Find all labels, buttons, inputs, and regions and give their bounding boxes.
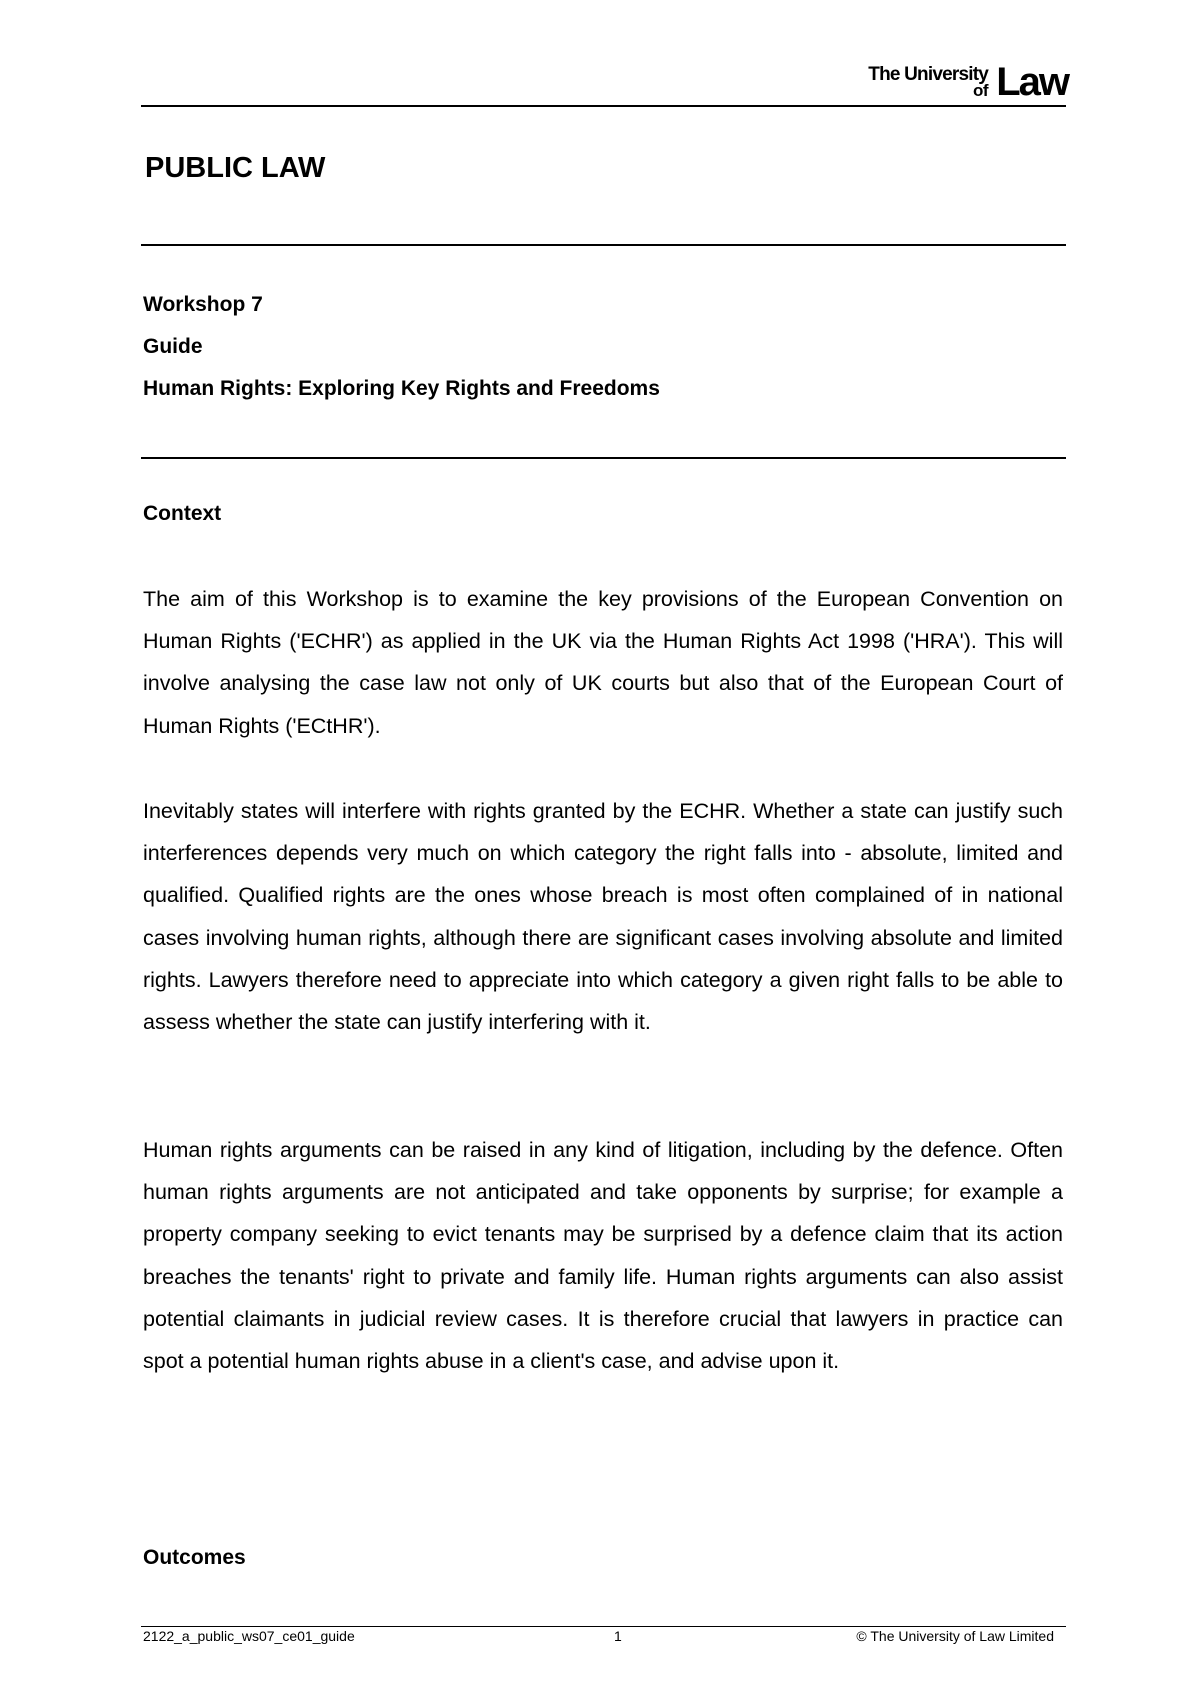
outcomes-heading: Outcomes [143, 1546, 246, 1569]
title-rule [141, 244, 1066, 246]
workshop-subtitle: Human Rights: Exploring Key Rights and Freedoms [143, 377, 660, 400]
meta-rule [141, 457, 1066, 459]
workshop-meta [143, 284, 660, 410]
logo-line-of: of [972, 81, 988, 100]
document-title: PUBLIC LAW [145, 152, 326, 184]
university-logo [858, 62, 1068, 104]
context-paragraph-1: The aim of this Workshop is to examine the key provisions of the European Convention on Human Rights ('ECHR') as applied in the UK via the Human Rights Act 1998 ('HRA'). This will involve analysing the case law not only of UK courts but also that of the European Court of Human Rights ('ECtHR'). [143, 587, 1063, 738]
logo-line-university: The University [868, 64, 988, 85]
workshop-number: Workshop 7 [143, 293, 263, 316]
footer-copyright: © The University of Law Limited [856, 1628, 1054, 1644]
context-heading: Context [143, 502, 222, 525]
context-paragraph-2: Inevitably states will interfere with rights granted by the ECHR. Whether a state can justify such interferences depends very much on which category the right falls into - absolute, limited and qualified. Qualified rights are the ones whose breach is most often complained of in national cases involving human rights, although there are significant cases involving absolute and limited rights. Lawyers therefore need to appreciate into which category a given right falls to be able to assess whether the state can justify interfering with it. [143, 799, 1063, 1035]
footer-page-number: 1 [614, 1628, 622, 1644]
footer-rule [141, 1626, 1066, 1627]
document-type: Guide [143, 335, 203, 358]
footer-file-code: 2122_a_public_ws07_ce01_guide [143, 1628, 355, 1644]
header-rule [141, 105, 1066, 107]
logo-line-law: Law [996, 60, 1068, 104]
context-paragraph-3: Human rights arguments can be raised in any kind of litigation, including by the defence. Often human rights arguments are not anticipated and take opponents by surprise; for example a property company seeking to evict tenants may be surprised by a defence claim that its action breaches the tenants' right to private and family life. Human rights arguments can also assist potential claimants in judicial review cases. It is therefore crucial that lawyers in practice can spot a potential human rights abuse in a client's case, and advise upon it. [143, 1138, 1063, 1374]
